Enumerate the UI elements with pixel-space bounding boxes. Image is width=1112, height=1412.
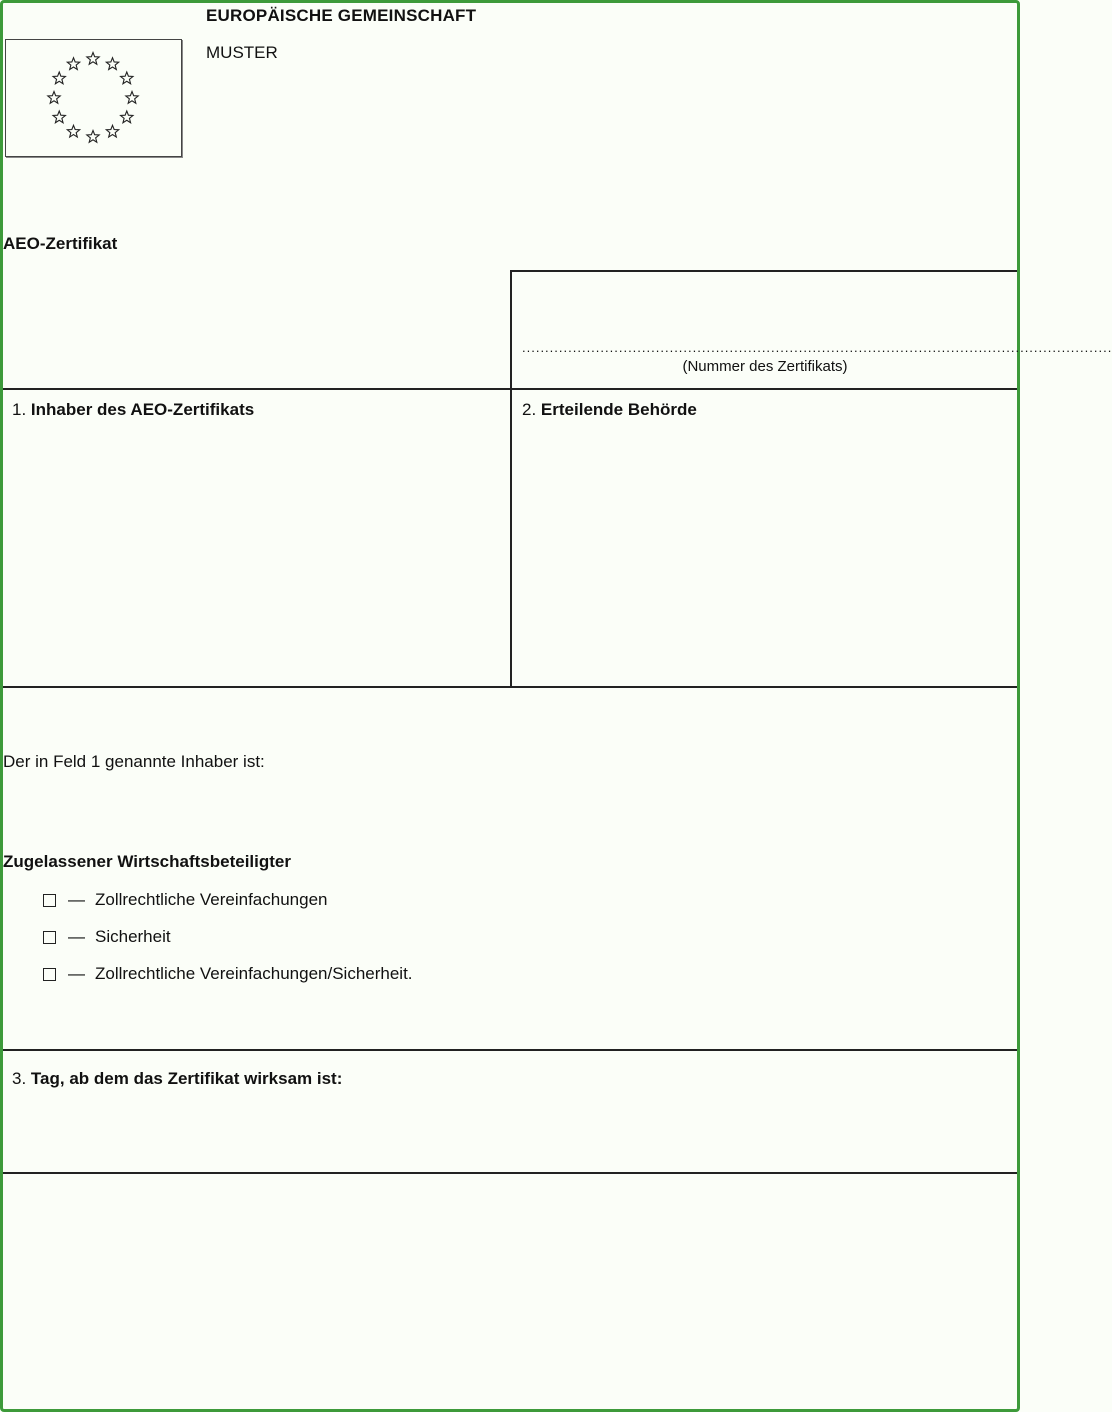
- star-icon: [106, 58, 118, 70]
- option-label: Zollrechtliche Vereinfachungen/Sicherheit.: [95, 964, 413, 983]
- header-subtitle: MUSTER: [206, 43, 278, 62]
- document-title: AEO-Zertifikat: [3, 234, 118, 253]
- holder-statement: Der in Feld 1 genannte Inhaber ist:: [3, 752, 265, 771]
- star-icon: [87, 131, 99, 143]
- star-icon: [53, 72, 65, 84]
- dash: —: [68, 890, 85, 909]
- box3-label: [12, 1069, 342, 1089]
- header-title: EUROPÄISCHE GEMEINSCHAFT: [206, 6, 477, 25]
- divider-line: [3, 1049, 1017, 1051]
- checkbox[interactable]: [43, 931, 56, 944]
- box2-title: Erteilende Behörde: [540, 400, 697, 419]
- checkbox[interactable]: [43, 968, 56, 981]
- box1-label: [12, 400, 254, 420]
- option-label: Zollrechtliche Vereinfachungen: [95, 890, 328, 909]
- star-icon: [106, 125, 118, 137]
- star-icon: [126, 92, 138, 104]
- star-icon: [87, 53, 99, 65]
- star-icon: [121, 72, 133, 84]
- checkbox[interactable]: [43, 894, 56, 907]
- box2-label: [522, 400, 697, 420]
- certificate-number-field[interactable]: ................................................................................................................................: [522, 340, 1112, 355]
- status-heading: Zugelassener Wirtschaftsbeteiligter: [3, 852, 291, 871]
- star-icon: [67, 58, 79, 70]
- box3-title: Tag, ab dem das Zertifikat wirksam ist:: [30, 1069, 343, 1088]
- number-box-top-line: [510, 270, 1017, 272]
- option-customs-security: [43, 964, 413, 984]
- divider-line: [3, 1172, 1017, 1174]
- option-customs-simplifications: [43, 890, 327, 910]
- box1-number: 1.: [12, 400, 27, 419]
- divider-line: [3, 388, 1017, 390]
- certificate-number-label: (Nummer des Zertifikats): [682, 358, 848, 375]
- divider-line: [3, 686, 1017, 688]
- dash: —: [68, 964, 85, 983]
- eu-flag-icon: [5, 39, 182, 157]
- star-icon: [121, 111, 133, 123]
- option-security: [43, 927, 171, 947]
- center-divider: [510, 270, 512, 688]
- box3-number: 3.: [12, 1069, 27, 1088]
- star-icon: [67, 125, 79, 137]
- star-icon: [53, 111, 65, 123]
- box1-title: Inhaber des AEO-Zertifikats: [30, 400, 255, 419]
- option-label: Sicherheit: [95, 927, 171, 946]
- box2-number: 2.: [522, 400, 537, 419]
- star-icon: [48, 92, 60, 104]
- dash: —: [68, 927, 85, 946]
